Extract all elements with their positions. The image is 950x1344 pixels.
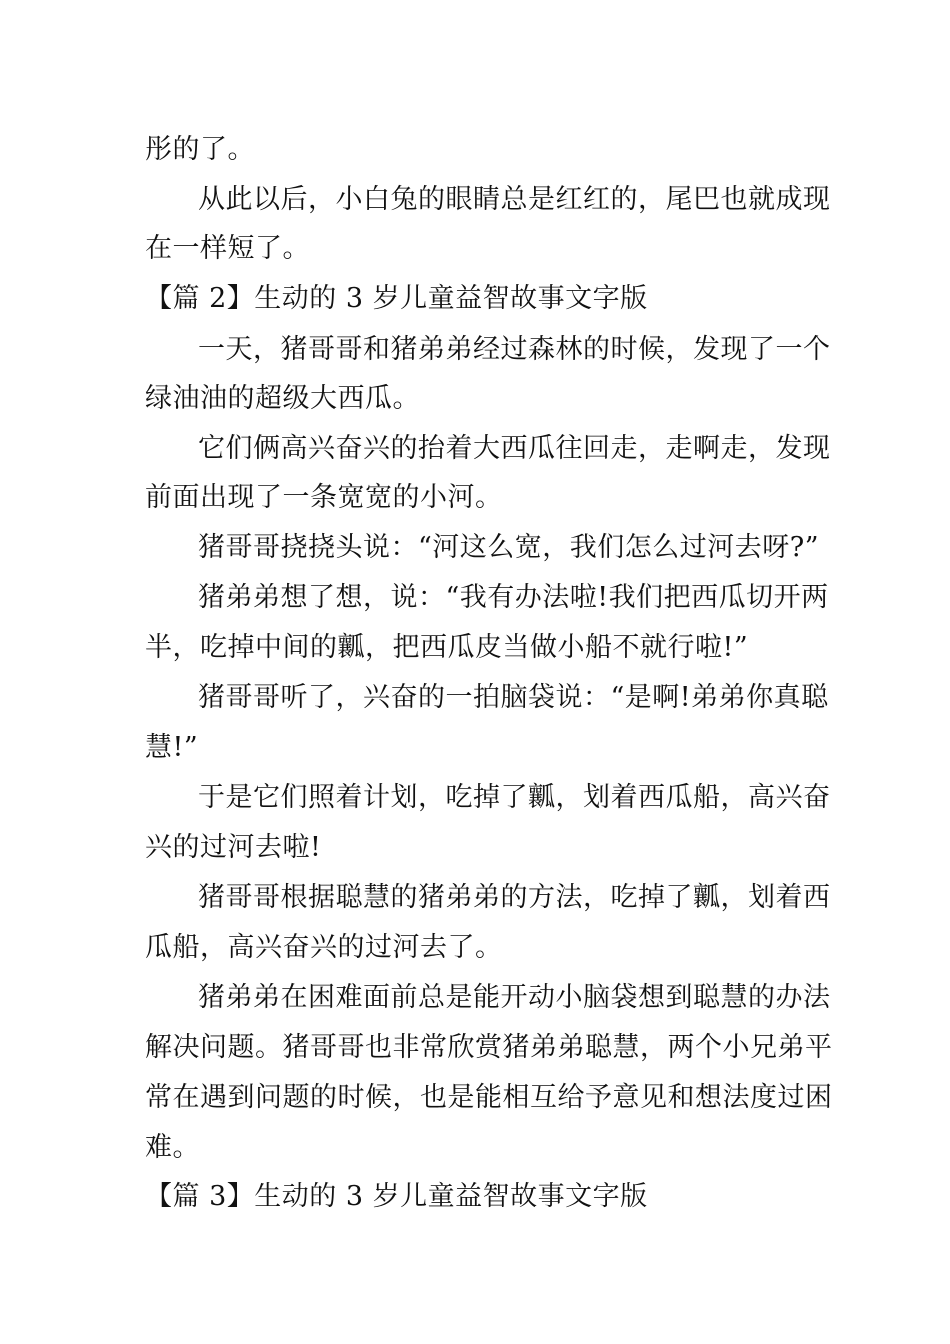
text-line: 慧!”	[145, 732, 199, 763]
text-line: 兴的过河去啦!	[145, 832, 322, 863]
text-line: 瓜船，高兴奋兴的过河去了。	[145, 932, 503, 963]
paragraph-line: 猪哥哥挠挠头说：“河这么宽，我们怎么过河去呀?”	[198, 532, 820, 563]
paragraph-line: 猪弟弟想了想，说：“我有办法啦!我们把西瓜切开两	[198, 582, 829, 613]
text-line: 难。	[145, 1132, 200, 1163]
paragraph-line: 从此以后，小白兔的眼睛总是红红的，尾巴也就成现	[198, 184, 831, 215]
text-line: 常在遇到问题的时候，也是能相互给予意见和想法度过困	[145, 1082, 833, 1113]
paragraph-line: 猪哥哥听了，兴奋的一拍脑袋说：“是啊!弟弟你真聪	[198, 682, 829, 713]
paragraph-line: 于是它们照着计划，吃掉了瓤，划着西瓜船，高兴奋	[198, 782, 831, 813]
paragraph-line: 猪哥哥根据聪慧的猪弟弟的方法，吃掉了瓤，划着西	[198, 882, 831, 913]
text-line: 半，吃掉中间的瓤，把西瓜皮当做小船不就行啦!”	[145, 632, 749, 663]
paragraph-line: 猪弟弟在困难面前总是能开动小脑袋想到聪慧的办法	[198, 982, 831, 1013]
section-heading: 【篇 3】生动的 3 岁儿童益智故事文字版	[145, 1181, 648, 1212]
text-line: 彤的了。	[145, 134, 255, 165]
paragraph-line: 它们俩高兴奋兴的抬着大西瓜往回走，走啊走，发现	[198, 433, 831, 464]
text-line: 在一样短了。	[145, 233, 310, 264]
text-line: 解决问题。猪哥哥也非常欣赏猪弟弟聪慧，两个小兄弟平	[145, 1032, 833, 1063]
text-line: 前面出现了一条宽宽的小河。	[145, 482, 503, 513]
section-heading: 【篇 2】生动的 3 岁儿童益智故事文字版	[145, 283, 648, 314]
text-line: 绿油油的超级大西瓜。	[145, 383, 420, 414]
paragraph-line: 一天，猪哥哥和猪弟弟经过森林的时候，发现了一个	[198, 334, 831, 365]
